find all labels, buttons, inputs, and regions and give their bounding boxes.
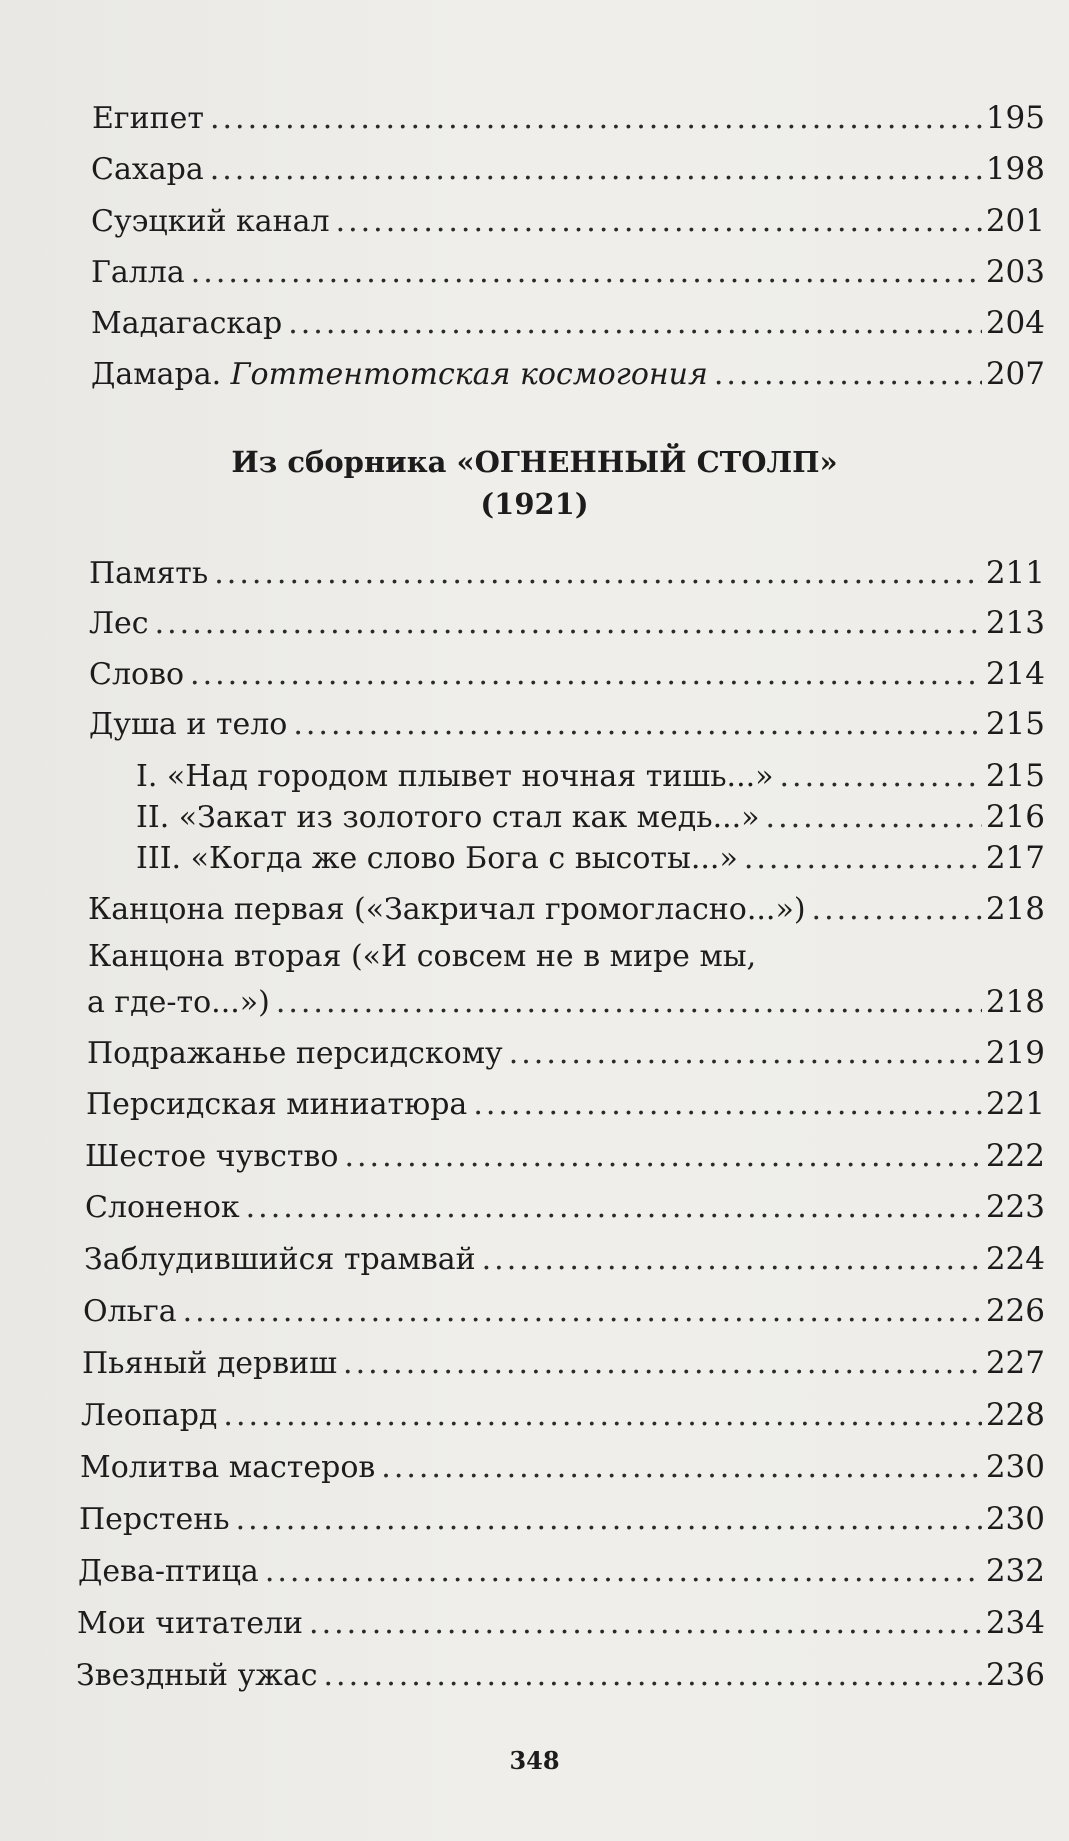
entry-page: 224 <box>985 1241 1045 1277</box>
entry-page: 195 <box>985 100 1045 136</box>
dot-leader <box>288 306 982 342</box>
section-year: (1921) <box>480 487 589 521</box>
dot-leader <box>812 892 982 928</box>
dot-leader <box>190 657 982 693</box>
dot-leader <box>210 152 982 188</box>
entry-title: Лес <box>89 606 149 641</box>
entry-title: Перстень <box>79 1502 230 1537</box>
entry-page: 211 <box>985 555 1045 591</box>
entry-page: 203 <box>985 254 1045 290</box>
dot-leader <box>276 985 982 1021</box>
dot-leader <box>293 707 981 743</box>
entry-page: 207 <box>985 356 1045 392</box>
toc-entry <box>91 203 1045 240</box>
dot-leader <box>324 1658 982 1694</box>
entry-page: 215 <box>985 758 1045 794</box>
dot-leader <box>714 357 982 393</box>
toc-subentry <box>136 840 1045 877</box>
entry-page: 214 <box>985 656 1045 692</box>
dot-leader <box>344 1139 981 1175</box>
entry-page: 232 <box>985 1553 1045 1589</box>
entry-page: 204 <box>985 305 1045 341</box>
entry-title: Подражанье персидскому <box>87 1036 503 1071</box>
entry-page: 230 <box>985 1449 1045 1485</box>
dot-leader <box>214 556 982 592</box>
entry-title-line1: Канцона вторая («И совсем не в мире мы, <box>88 939 757 974</box>
toc-entry <box>78 1553 1045 1590</box>
toc-entry <box>83 1293 1045 1330</box>
dot-leader <box>482 1242 982 1278</box>
dot-leader <box>766 800 982 836</box>
entry-page: 217 <box>985 840 1045 876</box>
toc-entry <box>79 1501 1045 1538</box>
toc-entry <box>91 305 1045 342</box>
entry-title-main: Дамара. <box>91 357 222 392</box>
entry-title: Ольга <box>83 1294 177 1329</box>
entry-page: 218 <box>985 891 1045 927</box>
toc-entry <box>91 356 1045 393</box>
dot-leader <box>210 101 982 137</box>
entry-title: Душа и тело <box>89 707 288 742</box>
entry-title: Канцона первая («Закричал громогласно...») <box>88 892 806 927</box>
toc-entry <box>89 605 1045 642</box>
dot-leader <box>336 204 982 240</box>
section-heading: Из сборника «ОГНЕННЫЙ СТОЛП» <box>231 445 838 479</box>
entry-subtitle: Готтентотская космогония <box>230 357 708 392</box>
entry-title: Память <box>89 556 209 591</box>
entry-title: Мои читатели <box>77 1606 304 1641</box>
toc-entry <box>82 1345 1045 1382</box>
page-number: 348 <box>509 1746 560 1775</box>
dot-leader <box>191 255 982 291</box>
entry-page: 213 <box>985 605 1045 641</box>
entry-title: Молитва мастеров <box>80 1450 376 1485</box>
dot-leader <box>183 1294 982 1330</box>
entry-title: Леопард <box>81 1398 218 1433</box>
dot-leader <box>744 841 982 877</box>
entry-title: II. «Закат из золотого стал как медь...» <box>136 800 760 835</box>
entry-page: 201 <box>985 203 1045 239</box>
toc-entry <box>91 254 1045 291</box>
toc-entry <box>92 100 1045 137</box>
entry-page: 228 <box>985 1397 1045 1433</box>
dot-leader <box>509 1036 982 1072</box>
entry-page: 227 <box>985 1345 1045 1381</box>
entry-page: 216 <box>985 799 1045 835</box>
toc-entry <box>85 1138 1045 1175</box>
entry-title: Галла <box>91 255 185 290</box>
entry-title: Пьяный дервиш <box>82 1346 338 1381</box>
entry-page: 215 <box>985 706 1045 742</box>
toc-entry <box>89 706 1045 743</box>
entry-title <box>91 357 708 393</box>
entry-page: 218 <box>985 984 1045 1020</box>
toc-subentry <box>136 799 1045 836</box>
toc-entry <box>89 656 1045 693</box>
dot-leader <box>236 1502 982 1538</box>
dot-leader <box>343 1346 982 1382</box>
toc-entry <box>87 1035 1045 1072</box>
entry-page: 198 <box>985 151 1045 187</box>
entry-title: III. «Когда же слово Бога с высоты...» <box>136 841 738 876</box>
toc-entry <box>89 555 1045 592</box>
dot-leader <box>780 759 982 795</box>
toc-entry <box>91 151 1045 188</box>
entry-page: 230 <box>985 1501 1045 1537</box>
toc-entry <box>77 1605 1045 1642</box>
entry-title: Слово <box>89 657 185 692</box>
entry-page: 221 <box>985 1086 1045 1122</box>
entry-title: Слоненок <box>85 1190 240 1225</box>
entry-page: 223 <box>985 1189 1045 1225</box>
dot-leader <box>265 1554 982 1590</box>
entry-title: Суэцкий канал <box>91 204 330 239</box>
entry-page: 234 <box>985 1605 1045 1641</box>
toc-entry <box>84 1241 1045 1278</box>
entry-title: Заблудившийся трамвай <box>84 1242 476 1277</box>
entry-page: 219 <box>985 1035 1045 1071</box>
entry-page: 236 <box>985 1657 1045 1693</box>
entry-title: а где-то...») <box>87 985 270 1020</box>
dot-leader <box>309 1606 982 1642</box>
toc-entry <box>87 984 1045 1021</box>
entry-title: Шестое чувство <box>85 1139 339 1174</box>
dot-leader <box>155 606 982 642</box>
toc-entry <box>81 1397 1045 1434</box>
dot-leader <box>381 1450 982 1486</box>
entry-title: Мадагаскар <box>91 306 283 341</box>
toc-entry <box>88 891 1045 928</box>
toc-subentry <box>136 758 1045 795</box>
dot-leader <box>223 1398 981 1434</box>
entry-title: Персидская миниатюра <box>86 1087 468 1122</box>
entry-page: 226 <box>985 1293 1045 1329</box>
entry-page: 222 <box>985 1138 1045 1174</box>
entry-title: Сахара <box>91 152 204 187</box>
dot-leader <box>473 1087 982 1123</box>
toc-entry <box>85 1189 1045 1226</box>
toc-entry <box>76 1657 1045 1694</box>
dot-leader <box>246 1190 982 1226</box>
entry-title: Дева-птица <box>78 1554 259 1589</box>
entry-title: Звездный ужас <box>76 1658 318 1693</box>
entry-title: Египет <box>92 101 204 136</box>
entry-title: I. «Над городом плывет ночная тишь...» <box>136 759 774 794</box>
toc-entry <box>86 1086 1045 1123</box>
toc-entry <box>80 1449 1045 1486</box>
